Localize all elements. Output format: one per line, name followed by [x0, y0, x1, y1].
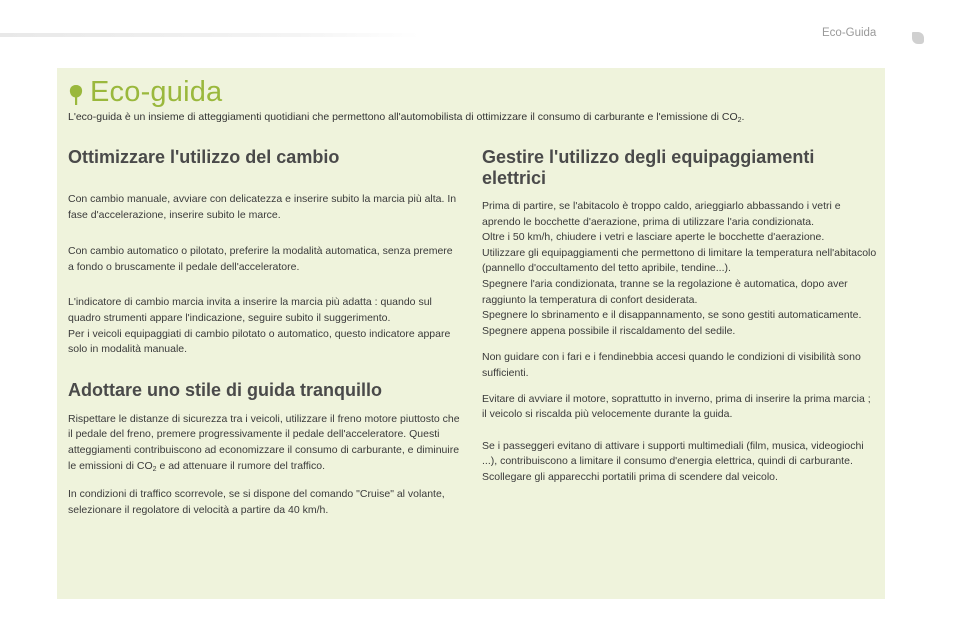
para-headlamps: Non guidare con i fari e i fendinebbia accesi quando le condizioni di visibilità sono sufficienti.: [482, 351, 861, 379]
page-title: Eco-guida: [90, 76, 223, 108]
corner-tab-icon: [912, 32, 924, 44]
para-multimedia: Se i passeggeri evitano di attivare i supporti multimediali (film, musica, videogiochi ...), contribuiscono a limitare il consumo d'energia elettrica, quindi di carburante.: [482, 439, 864, 468]
heading-electrical: Gestire l'utilizzo degli equipaggiamenti elettrici: [482, 147, 815, 188]
para-manual-gearbox: Con cambio manuale, avviare con delicatezza e inserire subito la marcia più alta. In fase d'accelerazione, inserire subito le marce.: [68, 193, 457, 221]
para-windows: Oltre i 50 km/h, chiudere i vetri e lasciare aperte le bocchette d'aerazione.: [482, 231, 825, 244]
tree-icon: [68, 84, 84, 106]
heading-driving-style: Adottare uno stile di guida tranquillo: [68, 379, 382, 400]
intro-text: L'eco-guida è un insieme di atteggiamenti quotidiani che permettono all'automobilista di ottimizzare il consumo di carburante e l'emissione di $CO_2$.: [68, 111, 745, 124]
heading-gearbox: Ottimizzare l'utilizzo del cambio: [68, 147, 340, 167]
para-gear-indicator: L'indicatore di cambio marcia invita a inserire la marcia più adatta : quando sul quadro strumenti appare l'indicazione, seguire subito il suggerimento.: [68, 296, 432, 324]
para-air-conditioning: Spegnere l'aria condizionata, tranne se la regolazione è automatica, dopo aver raggiunto la temperatura di confort desiderata.: [482, 277, 848, 306]
para-engine-start: Evitare di avviare il motore, soprattutto in inverno, prima di inserire la prima marcia ; il veicolo si riscalda più velocemente durante la guida.: [482, 392, 871, 421]
para-defrost: Spegnere lo sbrinamento e il disappannamento, se sono gestiti automaticamente.: [482, 309, 862, 322]
para-automatic-gearbox: Con cambio automatico o pilotato, preferire la modalità automatica, senza premere a fondo o bruscamente il pedale dell'acceleratore.: [68, 245, 453, 273]
section-label: Eco-Guida: [822, 27, 877, 39]
para-safety-distance: Rispettare le distanze di sicurezza tra i veicoli, utilizzare il freno motore piuttosto che il pedale del freno, premere progressivamente il pedale dell'acceleratore. Questi atteggiamenti contribuiscono ad economizzare il consumo di carburante, e diminuire le emissioni di $CO_2$ e ad attenuare il rumore del traffico.: [68, 412, 460, 473]
para-cruise-control: In condizioni di traffico scorrevole, se si dispone del comando "Cruise" al volante, selezionare il regolatore di velocità a partire da 40 km/h.: [68, 488, 445, 516]
para-heated-seat: Spegnere appena possibile il riscaldamento del sedile.: [482, 324, 736, 337]
right-column: [482, 147, 878, 486]
para-gear-indicator-note: Per i veicoli equipaggiati di cambio pilotato o automatico, questo indicatore appare solo in modalità manuale.: [68, 327, 451, 356]
para-sunblind: Utilizzare gli equipaggiamenti che permettono di limitare la temperatura nell'abitacolo (pannello d'occultamento del tetto apribile, tendine...).: [482, 246, 877, 275]
header-rule: [0, 33, 420, 37]
para-ventilation: Prima di partire, se l'abitacolo è troppo caldo, arieggiarlo abbassando i vetri e aprendo le bocchette d'aerazione, prima di utilizzare l'aria condizionata.: [482, 200, 841, 228]
left-column: [68, 147, 460, 518]
electrical-tips: [482, 199, 878, 339]
para-portable-devices: Scollegare gli apparecchi portatili prima di scendere dal veicolo.: [482, 470, 778, 483]
